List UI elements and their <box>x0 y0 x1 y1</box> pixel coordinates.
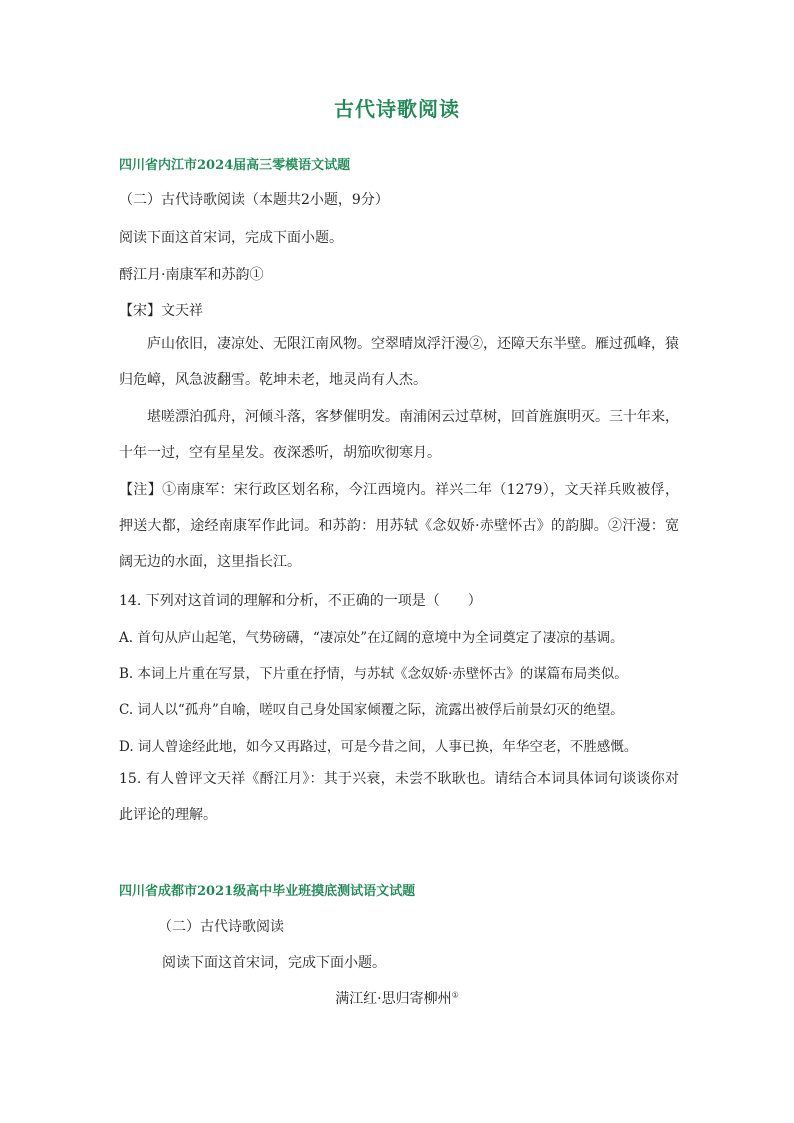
poem-note: 【注】①南康军：宋行政区划名称，今江西境内。祥兴二年（1279），文天祥兵败被俘，押送大都，途经南康军作此词。和苏韵：用苏轼《念奴娇·赤壁怀古》的韵脚。②汗漫：宽阔无边的水面，这里指长江。 <box>119 482 679 570</box>
section-heading-2: （二）古代诗歌阅读 <box>158 919 284 935</box>
option-d: D. 词人曾途经此地，如今又再路过，可是今昔之间，人事已换，年华空老，不胜感慨。 <box>119 739 638 755</box>
question-15: 15. 有人曾评文天祥《酹江月》：其于兴衰，未尝不耿耿也。请结合本词具体词句谈谈你对此评论的理解。 <box>119 771 679 823</box>
instruction-text: 阅读下面这首宋词，完成下面小题。 <box>119 230 343 246</box>
poem-stanza-2: 堪嗟漂泊孤舟，河倾斗落，客梦催明发。南浦闲云过草树，回首旌旗明灭。三十年来，十年一过，空有星星发。夜深悉听，胡笳吹彻寒月。 <box>119 409 679 461</box>
question-14: 14. 下列对这首词的理解和分析，不正确的一项是（ ） <box>119 593 482 609</box>
option-c: C. 词人以“孤舟”自喻，嗟叹自己身处国家倾覆之际，流露出被俘后前景幻灭的绝望。 <box>119 702 624 718</box>
option-a: A. 首句从庐山起笔，气势磅礴，“凄凉处”在辽阔的意境中为全词奠定了凄凉的基调。 <box>119 630 624 646</box>
poem-title-2: 满江红·思归寄柳州① <box>335 990 459 1007</box>
source-label: 四川省内江市2024届高三零模语文试题 <box>119 158 351 173</box>
footnote-marker: ① <box>451 990 459 1000</box>
poem-author: 【宋】文天祥 <box>119 303 203 319</box>
poem-title: 酹江月·南康军和苏韵① <box>119 267 264 283</box>
instruction-text-2: 阅读下面这首宋词，完成下面小题。 <box>162 955 386 971</box>
section-heading: （二）古代诗歌阅读（本题共2小题，9分） <box>119 192 389 208</box>
page-title: 古代诗歌阅读 <box>334 97 460 121</box>
poem-stanza-1: 庐山依旧，凄凉处、无限江南风物。空翠晴岚浮汗漫②，还障天东半壁。雁过孤峰，猿归危嶂，风急波翻雪。乾坤未老，地灵尚有人杰。 <box>119 336 679 388</box>
source-label-2: 四川省成都市2021级高中毕业班摸底测试语文试题 <box>119 884 416 899</box>
option-b: B. 本词上片重在写景，下片重在抒情，与苏轼《念奴娇·赤壁怀古》的谋篇布局类似。 <box>119 666 628 682</box>
